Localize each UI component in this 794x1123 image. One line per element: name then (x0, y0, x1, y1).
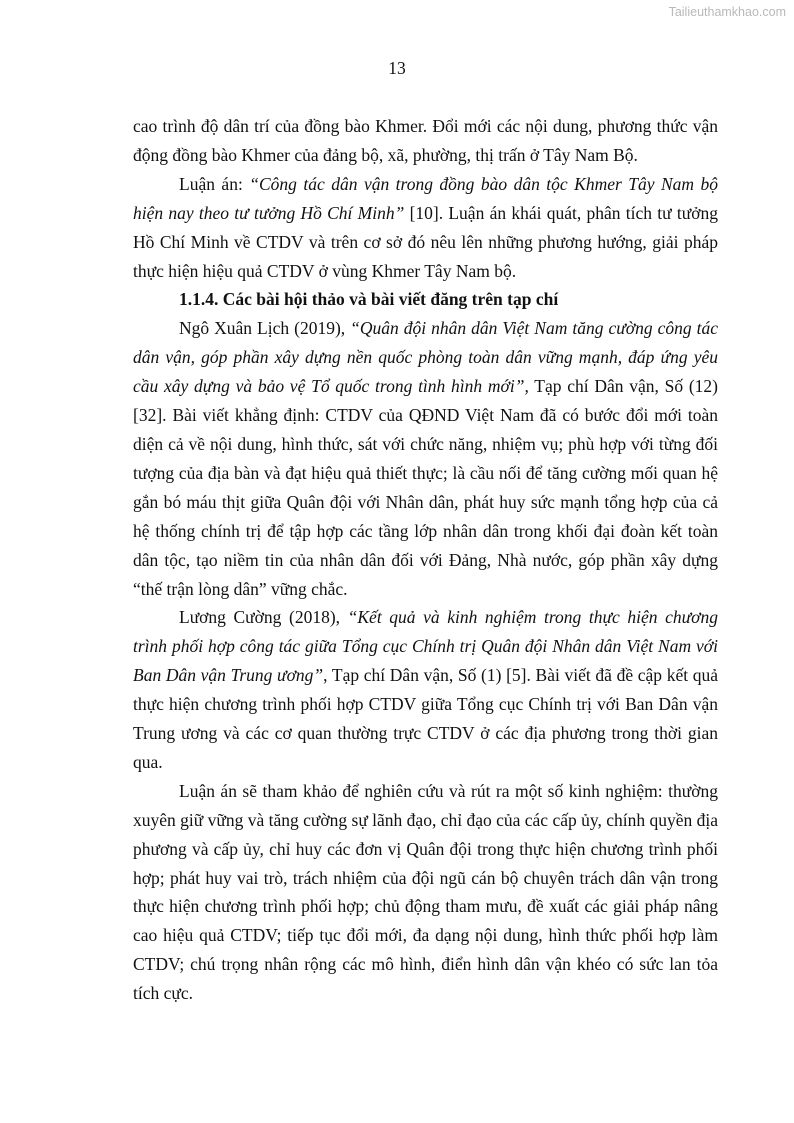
paragraph-suffix: Tạp chí Dân vận, Số (12) [32]. Bài viết khẳng định: CTDV của QĐND Việt Nam đã có bước đổi mới toàn diện cả về nội dung, hình thức, sát với chức năng, nhiệm vụ; phù hợp với từng đối tượng của địa bàn và đạt hiệu quả thiết thực; là cầu nối để tăng cường mối quan hệ gắn bó máu thịt giữa Quân đội với Nhân dân, phát huy sức mạnh tổng hợp của cả hệ thống chính trị để tập hợp các tầng lớp nhân dân trong khối đại đoàn kết toàn dân tộc, tạo niềm tin của nhân dân đối với Đảng, Nhà nước, góp phần xây dựng “thế trận lòng dân” vững chắc. (133, 376, 718, 599)
paragraph-prefix: Lương Cường (2018), (179, 607, 348, 628)
paragraph-continuation: cao trình độ dân trí của đồng bào Khmer. Đổi mới các nội dung, phương thức vận động đồng bào Khmer của đảng bộ, xã, phường, thị trấn ở Tây Nam Bộ. (133, 116, 718, 165)
paragraph-prefix: Ngô Xuân Lịch (2019), (179, 318, 351, 339)
paragraph-luong-cuong (133, 603, 718, 776)
document-body (133, 112, 718, 1008)
paragraph-prefix: Luận án: (179, 173, 250, 194)
cited-title: “Công tác dân vận trong đồng bào dân tộc Khmer Tây Nam bộ hiện nay theo tư tưởng Hồ Chí Minh” (133, 173, 718, 223)
section-heading: 1.1.4. Các bài hội thảo và bài viết đăng trên tạp chí (179, 289, 559, 310)
page-number: 13 (388, 58, 406, 78)
paragraph-ngo-xuan-lich (133, 314, 718, 603)
cited-title: “Quân đội nhân dân Việt Nam tăng cường công tác dân vận, góp phần xây dựng nền quốc phòng toàn dân vững mạnh, đáp ứng yêu cầu xây dựng và bảo vệ Tổ quốc trong tình hình mới”, (133, 318, 718, 397)
watermark: Tailieuthamkhao.com (668, 5, 786, 19)
paragraph-conclusion: Luận án sẽ tham khảo để nghiên cứu và rút ra một số kinh nghiệm: thường xuyên giữ vững và tăng cường sự lãnh đạo, chỉ đạo của các cấp ủy, chính quyền địa phương và cấp ủy, chỉ huy các đơn vị Quân đội trong thực hiện chương trình phối hợp; phát huy vai trò, trách nhiệm của đội ngũ cán bộ chuyên trách dân vận trong thực hiện chương trình phối hợp; chủ động tham mưu, đề xuất các giải pháp nâng cao hiệu quả CTDV; tiếp tục đổi mới, đa dạng nội dung, hình thức phối hợp làm CTDV; chú trọng nhân rộng các mô hình, điển hình dân vận khéo có sức lan tỏa tích cực. (133, 780, 718, 1004)
cited-title: “Kết quả và kinh nghiệm trong thực hiện chương trình phối hợp công tác giữa Tổng cục Chính trị Quân đội Nhân dân Việt Nam với Ban Dân vận Trung ương” (133, 607, 718, 686)
paragraph-suffix: , Tạp chí Dân vận, Số (1) [5]. Bài viết đã đề cập kết quả thực hiện chương trình phối hợp CTDV giữa Tổng cục Chính trị với Ban Dân vận Trung ương và các cơ quan thường trực CTDV ở các địa phương trong thời gian qua. (133, 665, 718, 772)
paragraph-dissertation-ref (133, 170, 718, 286)
paragraph-suffix: [10]. Luận án khái quát, phân tích tư tưởng Hồ Chí Minh về CTDV và trên cơ sở đó nêu lên những phương hướng, giải pháp thực hiện hiệu quả CTDV ở vùng Khmer Tây Nam bộ. (133, 202, 718, 281)
